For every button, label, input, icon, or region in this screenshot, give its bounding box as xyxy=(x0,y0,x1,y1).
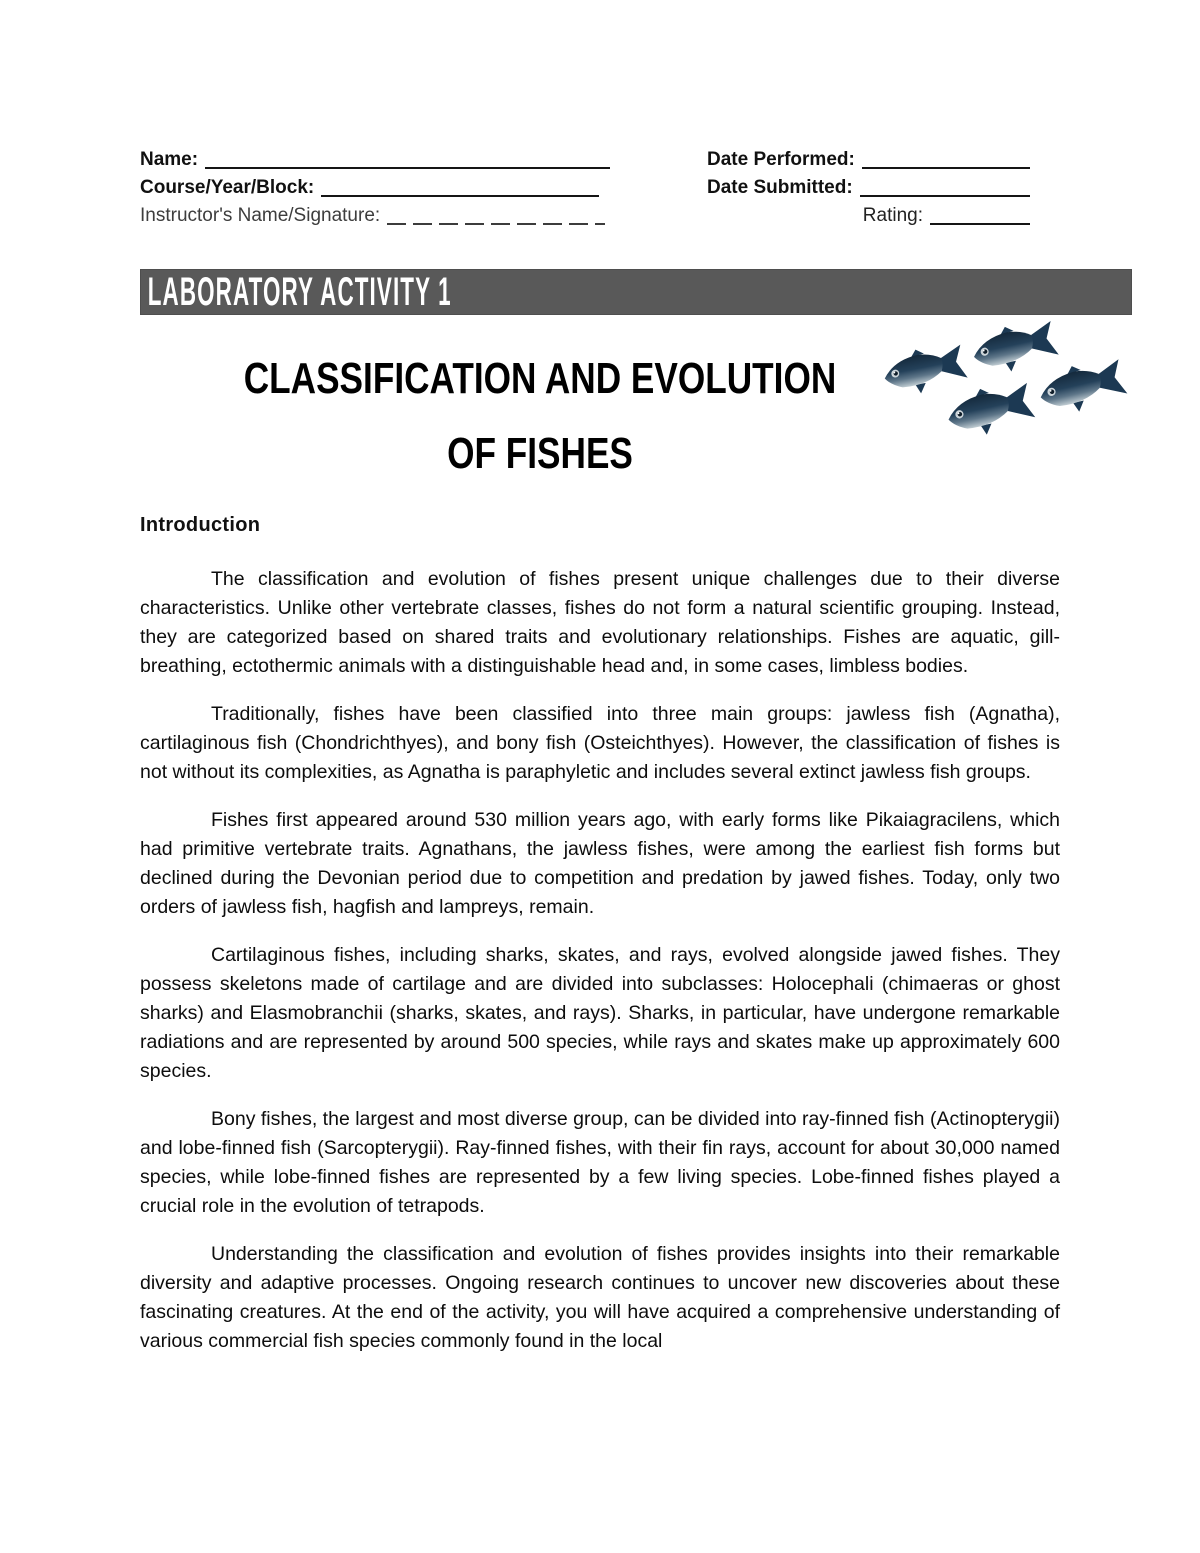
rating-blank-line xyxy=(930,223,1030,225)
date-performed-label: Date Performed: xyxy=(707,149,855,170)
header-fields xyxy=(140,145,1060,229)
course-year-block-label: Course/Year/Block: xyxy=(140,177,315,198)
name-blank-line xyxy=(205,167,610,169)
page-title-line-1: CLASSIFICATION AND EVOLUTION xyxy=(243,354,837,403)
fish-illustration-cluster xyxy=(875,318,1141,438)
page-title-line-2: OF FISHES xyxy=(447,429,633,478)
course-field-row xyxy=(140,173,707,201)
course-blank-line xyxy=(321,195,599,197)
date-submitted-row xyxy=(707,173,1030,201)
date-submitted-blank-line xyxy=(860,195,1030,197)
name-label: Name: xyxy=(140,149,199,170)
date-performed-row xyxy=(707,145,1030,173)
instructor-signature-label: Instructor's Name/Signature: xyxy=(140,205,381,226)
header-right-column xyxy=(707,145,1030,229)
instructor-blank-line xyxy=(387,223,605,225)
instructor-field-row xyxy=(140,201,707,229)
header-left-column xyxy=(140,145,707,229)
intro-paragraph-5: Bony fishes, the largest and most diverse group, can be divided into ray-finned fish (Actinopterygii) and lobe-finned fish (Sarcopterygii). Ray-finned fishes, with their fin rays, account for about 30,000 named species, while lobe-finned fishes are represented by a few living species. Lobe-finned fishes played a crucial role in the evolution of tetrapods. xyxy=(140,1108,1060,1217)
intro-paragraph-1: The classification and evolution of fishes present unique challenges due to their diverse characteristics. Unlike other vertebrate classes, fishes do not form a natural scientific grouping. Instead, they are categorized based on shared traits and evolutionary relationships. Fishes are aquatic, gill-breathing, ectothermic animals with a distinguishable head and, in some cases, limbless bodies. xyxy=(140,568,1060,677)
title-zone xyxy=(140,354,940,478)
date-performed-blank-line xyxy=(862,167,1030,169)
activity-banner xyxy=(140,269,1132,315)
intro-paragraph-3: Fishes first appeared around 530 million years ago, with early forms like Pikaiagracilens, which had primitive vertebrate traits. Agnathans, the jawless fishes, were among the earliest fish forms but declined during the Devonian period due to competition and predation by jawed fishes. Today, only two orders of jawless fish, hagfish and lampreys, remain. xyxy=(140,809,1060,918)
name-field-row xyxy=(140,145,707,173)
date-submitted-label: Date Submitted: xyxy=(707,177,853,198)
rating-label: Rating: xyxy=(862,205,923,226)
introduction-heading: Introduction xyxy=(140,514,261,536)
rating-row xyxy=(707,201,1030,229)
intro-paragraph-6: Understanding the classification and evolution of fishes provides insights into their remarkable diversity and adaptive processes. Ongoing research continues to uncover new discoveries about these fascinating creatures. At the end of the activity, you will have acquired a comprehensive understanding of various commercial fish species commonly found in the local xyxy=(140,1243,1060,1352)
intro-paragraph-4: Cartilaginous fishes, including sharks, skates, and rays, evolved alongside jawed fishes. They possess skeletons made of cartilage and are divided into subclasses: Holocephali (chimaeras or ghost sharks) and Elasmobranchii (sharks, skates, and rays). Sharks, in particular, have undergone remarkable radiations and are represented by around 500 species, while rays and skates make up approximately 600 species. xyxy=(140,944,1060,1082)
intro-paragraph-2: Traditionally, fishes have been classified into three main groups: jawless fish (Agnatha), cartilaginous fish (Chondrichthyes), and bony fish (Osteichthyes). However, the classification of fishes is not without its complexities, as Agnatha is paraphyletic and includes several extinct jawless fish groups. xyxy=(140,703,1060,783)
activity-banner-title: LABORATORY ACTIVITY 1 xyxy=(147,270,452,314)
